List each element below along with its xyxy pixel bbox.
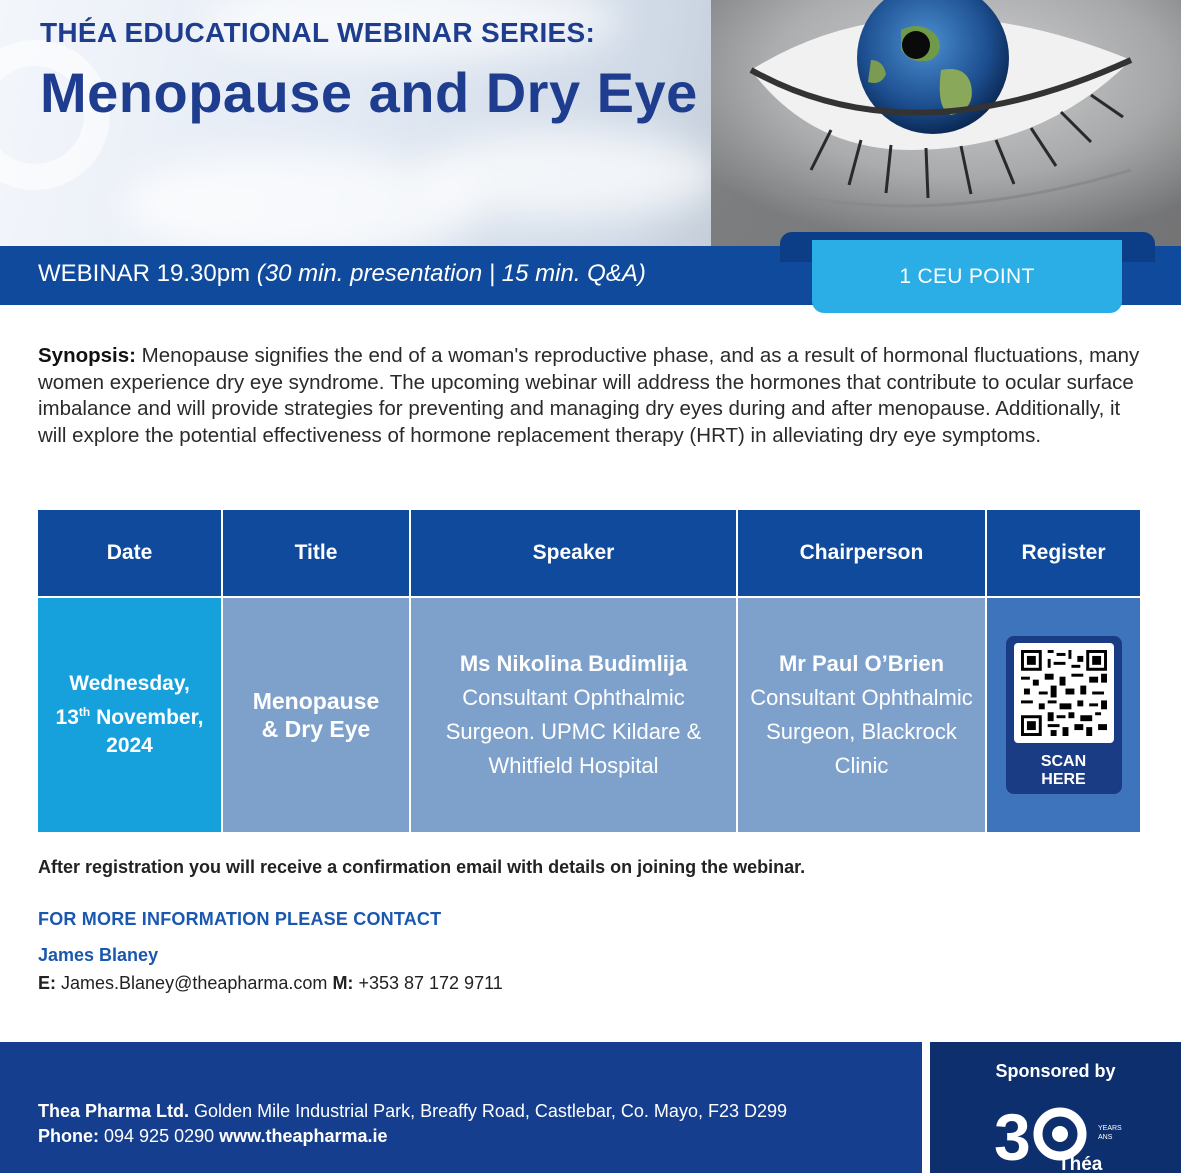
hero-banner (0, 0, 1181, 246)
company-name: Thea Pharma Ltd. (38, 1101, 190, 1121)
email-label: E: (38, 973, 56, 993)
chair-name: Mr Paul O’Brien (778, 651, 945, 676)
contact-mobile[interactable]: +353 87 172 9711 (358, 973, 503, 993)
date-day: 13 (55, 706, 79, 729)
synopsis-text: Menopause signifies the end of a woman's reproductive phase, and as a result of hormonal fluctuations, many women experience dry eye syndrome. The upcoming webinar will address the hormones that contribute to ocular surface imbalance and will provide strategies for preventing and managing dry eyes during and after menopause. Additionally, it will explore the potential effectiveness of hormone replacement therapy (HRT) in alleviating dry eye symptoms. (38, 344, 1140, 447)
contact-email[interactable]: James.Blaney@theapharma.com (61, 973, 328, 993)
scan-line1: SCAN (1040, 753, 1087, 770)
phone-label: Phone: (38, 1126, 99, 1146)
speaker-role-2: Surgeon. UPMC Kildare & (445, 719, 702, 744)
chair-role-1: Consultant Ophthalmic (750, 685, 973, 710)
speaker-name: Ms Nikolina Budimlija (459, 651, 688, 676)
date-weekday: Wednesday, (69, 672, 190, 695)
cell-speaker (411, 598, 736, 832)
speaker-role-1: Consultant Ophthalmic (462, 685, 685, 710)
footer-address (38, 1101, 787, 1122)
synopsis-label: Synopsis: (38, 344, 136, 367)
header-title: Title (223, 510, 409, 596)
mobile-label: M: (332, 973, 354, 993)
logo-ans: ANS (1098, 1134, 1113, 1141)
scan-line2: HERE (1041, 771, 1086, 788)
header-speaker: Speaker (411, 510, 736, 596)
registration-note: After registration you will receive a confirmation email with details on joining the webinar. (38, 857, 806, 877)
logo-thea: Théa (1058, 1154, 1103, 1173)
register-qr-button[interactable] (1006, 636, 1122, 794)
page-title: Menopause and Dry Eye (40, 61, 698, 124)
chair-role-3: Clinic (834, 753, 889, 778)
header-chairperson: Chairperson (738, 510, 985, 596)
phone-number[interactable]: 094 925 0290 (104, 1126, 215, 1146)
footer-phone (38, 1126, 388, 1147)
qr-code[interactable] (1014, 643, 1114, 743)
company-address: Golden Mile Industrial Park, Breaffy Road, Castlebar, Co. Mayo, F23 D299 (194, 1101, 788, 1121)
ceu-badge: 1 CEU POINT (812, 240, 1122, 313)
website-link[interactable]: www.theapharma.ie (219, 1126, 388, 1146)
cell-title (223, 598, 409, 832)
svg-text:3: 3 (994, 1100, 1031, 1173)
synopsis (38, 343, 1143, 449)
series-kicker: THÉA EDUCATIONAL WEBINAR SERIES: (40, 17, 596, 48)
contact-details (38, 973, 503, 994)
scan-label (1041, 753, 1086, 789)
qr-code-icon (1021, 650, 1107, 736)
webinar-time (38, 260, 646, 288)
date-month: November, (96, 706, 204, 729)
eye-image (711, 0, 1181, 246)
cell-register (987, 598, 1140, 832)
title-line2: & Dry Eye (261, 716, 371, 742)
cell-date (38, 598, 221, 832)
webinar-note: (30 min. presentation | 15 min. Q&A) (256, 260, 646, 287)
webinar-label: WEBINAR 19.30pm (38, 260, 251, 287)
date-suffix: th (78, 705, 91, 719)
more-info-heading: FOR MORE INFORMATION PLEASE CONTACT (38, 909, 442, 929)
header-register: Register (987, 510, 1140, 596)
thea-30-years-logo (990, 1090, 1130, 1173)
date-year: 2024 (106, 734, 153, 757)
sponsored-by-label: Sponsored by (995, 1061, 1116, 1081)
logo-years: YEARS (1098, 1125, 1122, 1132)
speaker-role-3: Whitfield Hospital (488, 753, 659, 778)
contact-name: James Blaney (38, 945, 159, 965)
chair-role-2: Surgeon, Blackrock (766, 719, 957, 744)
header-date: Date (38, 510, 221, 596)
date-day-month (56, 698, 204, 732)
title-line1: Menopause (252, 688, 380, 714)
cell-chairperson (738, 598, 985, 832)
